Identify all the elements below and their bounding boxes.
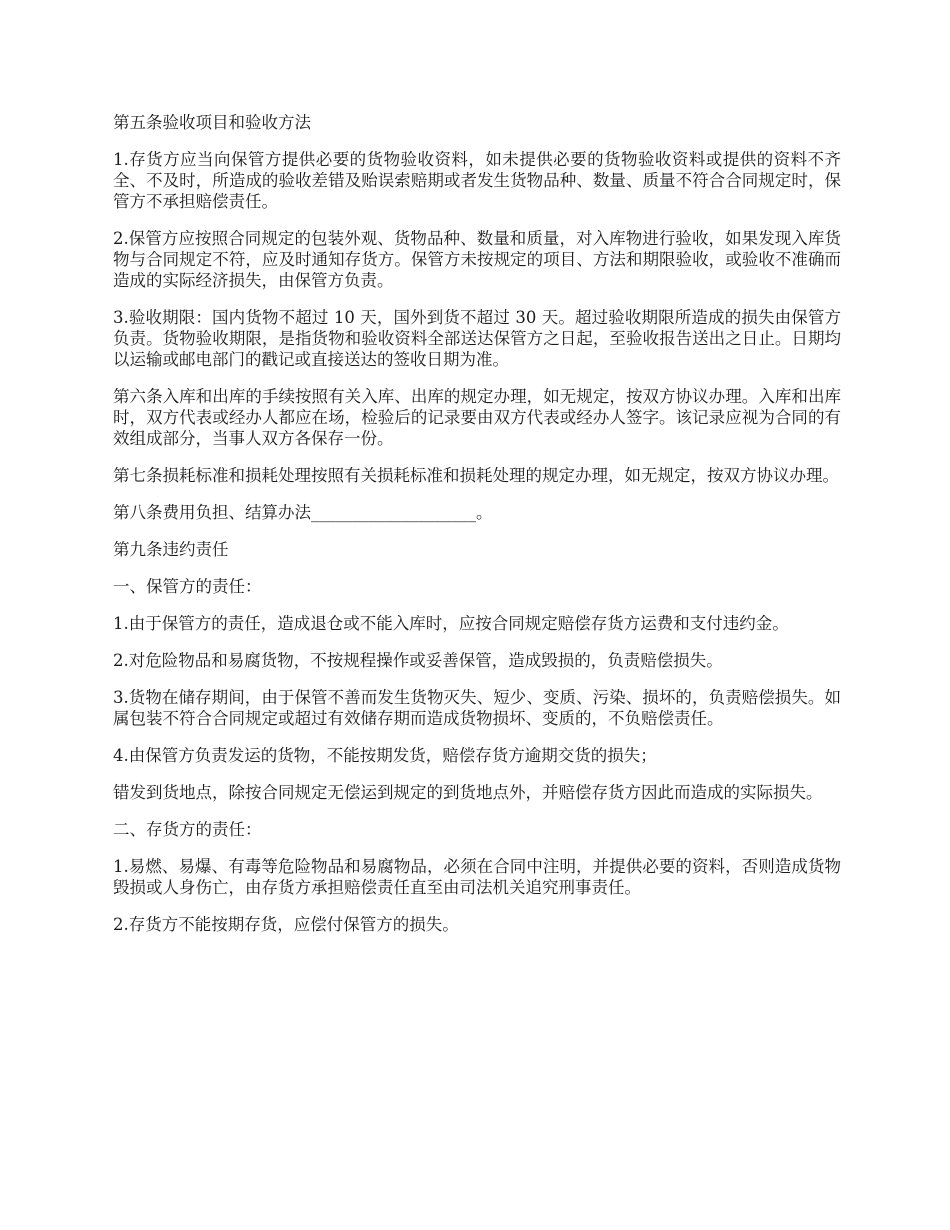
custodian-clause-1: 1.由于保管方的责任，造成退仓或不能入库时，应按合同规定赔偿存货方运费和支付违约金。 bbox=[113, 614, 789, 633]
custodian-clause-2: 2.对危险物品和易腐货物，不按规程操作或妥善保管，造成毁损的，负责赔偿损失。 bbox=[113, 651, 723, 670]
article-5-heading: 第五条验收项目和验收方法 bbox=[113, 113, 311, 132]
article-6: 第六条入库和出库的手续按照有关入库、出库的规定办理，如无规定，按双方协议办理。入库和出库时，双方代表或经办人都应在场，检验后的记录要由双方代表或经办人签字。该记录应视为合同的有效组成部分，当事人双方各保存一份。 bbox=[113, 387, 841, 448]
custodian-liability-heading: 一、保管方的责任： bbox=[113, 577, 262, 596]
article-7: 第七条损耗标准和损耗处理按照有关损耗标准和损耗处理的规定办理，如无规定，按双方协议办理。 bbox=[113, 466, 839, 485]
article-5-clause-2: 2.保管方应按照合同规定的包装外观、货物品种、数量和质量，对入库物进行验收，如果发现入库货物与合同规定不符，应及时通知存货方。保管方未按规定的项目、方法和期限验收，或验收不准确而造成的实际经济损失，由保管方负责。 bbox=[113, 229, 841, 290]
custodian-clause-4-continued: 错发到货地点，除按合同规定无偿运到规定的到货地点外，并赔偿存货方因此而造成的实际损失。 bbox=[113, 783, 823, 802]
article-5-clause-3: 3.验收期限：国内货物不超过 10 天，国外到货不超过 30 天。超过验收期限所造成的损失由保管方负责。货物验收期限，是指货物和验收资料全部送达保管方之日起，至验收报告送出之日止。日期均以运输或邮电部门的戳记或直接送达的签收日期为准。 bbox=[113, 308, 841, 369]
depositor-liability-heading: 二、存货方的责任： bbox=[113, 820, 262, 839]
depositor-clause-2: 2.存货方不能按期存货，应偿付保管方的损失。 bbox=[113, 915, 459, 934]
article-5-clause-1: 1.存货方应当向保管方提供必要的货物验收资料，如未提供必要的货物验收资料或提供的资料不齐全、不及时，所造成的验收差错及贻误索赔期或者发生货物品种、数量、质量不符合合同规定时，保管方不承担赔偿责任。 bbox=[113, 150, 841, 211]
article-9-heading: 第九条违约责任 bbox=[113, 540, 229, 559]
custodian-clause-4: 4.由保管方负责发运的货物，不能按期发货，赔偿存货方逾期交货的损失； bbox=[113, 746, 657, 765]
depositor-clause-1: 1.易燃、易爆、有毒等危险物品和易腐物品，必须在合同中注明，并提供必要的资料，否则造成货物毁损或人身伤亡，由存货方承担赔偿责任直至由司法机关追究刑事责任。 bbox=[113, 857, 841, 897]
article-8: 第八条费用负担、结算办法____________________。 bbox=[113, 503, 493, 522]
document-body bbox=[113, 112, 841, 951]
custodian-clause-3: 3.货物在储存期间，由于保管不善而发生货物灭失、短少、变质、污染、损坏的，负责赔偿损失。如属包装不符合合同规定或超过有效储存期而造成货物损坏、变质的，不负赔偿责任。 bbox=[113, 688, 841, 728]
